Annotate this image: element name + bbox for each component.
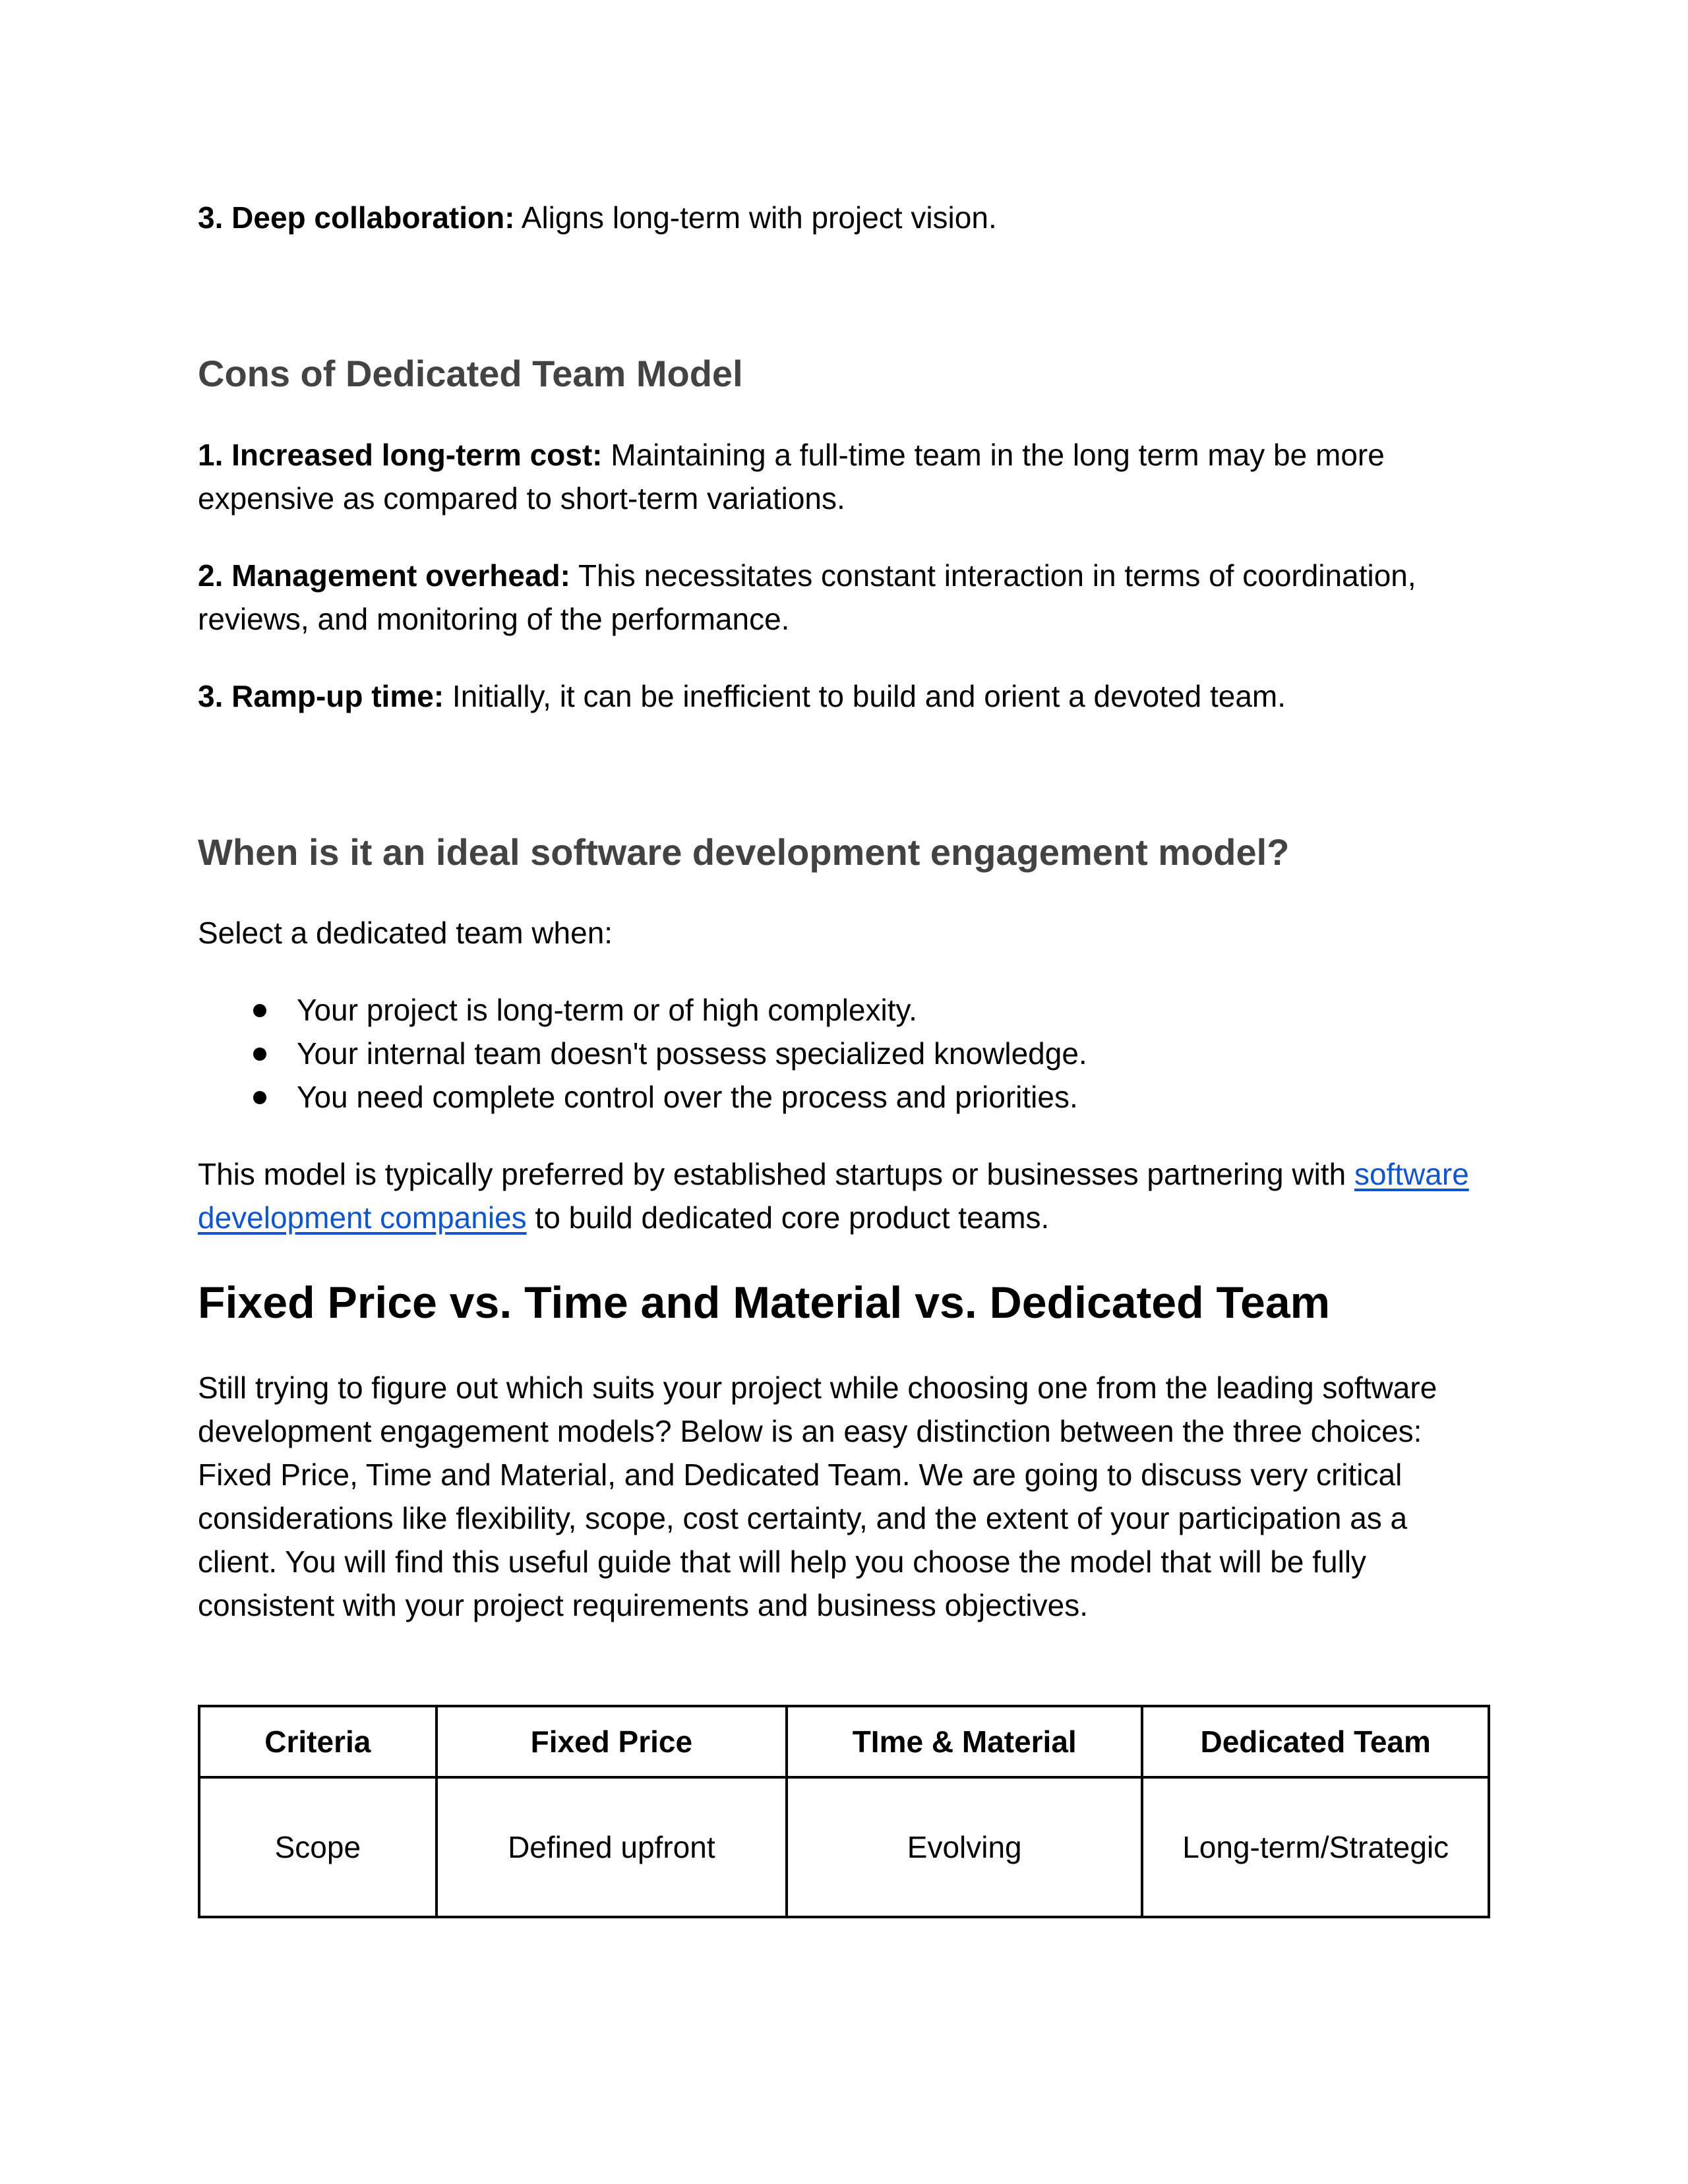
pros-item-3-label: 3. Deep collaboration: [198,200,515,235]
bullet-text: You need complete control over the process and priorities. [297,1080,1078,1114]
cons-item-3 [198,674,1490,718]
bullet-text: Your project is long-term or of high complexity. [297,993,917,1027]
cons-item-3-text: Initially, it can be inefficient to build and orient a devoted team. [444,679,1286,713]
header-dedicated-team: Dedicated Team [1142,1706,1489,1777]
pros-item-3 [198,196,1490,239]
header-fixed-price: Fixed Price [437,1706,787,1777]
bullet-icon [253,1048,266,1061]
cons-item-2-label: 2. Management overhead: [198,558,570,593]
cell-time-material: Evolving [787,1777,1142,1917]
table-row [199,1777,1489,1917]
cell-criteria: Scope [199,1777,437,1917]
comparison-table [198,1705,1490,1918]
cons-item-1-text: Maintaining a full-time team in the long term may be more expensive as compared to short-term variations. [198,438,1385,516]
comparison-heading: Fixed Price vs. Time and Material vs. Dedicated Team [198,1278,1331,1328]
cell-dedicated-team: Long-term/Strategic [1142,1777,1489,1917]
ideal-heading: When is it an ideal software development engagement model? [198,831,1290,873]
software-development-companies-link[interactable]: software development companies [198,1157,1469,1235]
ideal-closing-before: This model is typically preferred by established startups or businesses partnering with [198,1157,1354,1191]
table-header-row [199,1706,1489,1777]
header-criteria: Criteria [199,1706,437,1777]
cons-item-2 [198,554,1490,641]
cons-item-1 [198,433,1490,520]
comparison-intro: Still trying to figure out which suits your project while choosing one from the leading software development engagement models? Below is an easy distinction between the three choices: Fixed Price, Time and Material, and Dedicated Team. We are going to discuss very critical considerations like flexibility, scope, cost certainty, and the extent of your participation as a client. You will find this useful guide that will help you choose the model that will be fully consistent with your project requirements and business objectives. [198,1371,1437,1622]
cons-item-2-text: This necessitates constant interaction in terms of coordination, reviews, and monitoring of the performance. [198,558,1416,636]
ideal-bullet-list [198,988,1087,1119]
cons-item-3-label: 3. Ramp-up time: [198,679,444,713]
cons-item-1-label: 1. Increased long-term cost: [198,438,603,472]
ideal-closing-after: to build dedicated core product teams. [526,1200,1050,1235]
list-item [198,1032,1087,1075]
ideal-intro: Select a dedicated team when: [198,916,613,950]
pros-item-3-text: Aligns long-term with project vision. [514,200,997,235]
cell-fixed-price: Defined upfront [437,1777,787,1917]
cons-heading: Cons of Dedicated Team Model [198,353,743,394]
bullet-icon [253,1004,266,1017]
bullet-icon [253,1091,266,1104]
bullet-text: Your internal team doesn't possess specialized knowledge. [297,1036,1087,1071]
list-item [198,988,1087,1032]
list-item [198,1075,1087,1119]
ideal-closing [198,1152,1490,1239]
header-time-material: TIme & Material [787,1706,1142,1777]
